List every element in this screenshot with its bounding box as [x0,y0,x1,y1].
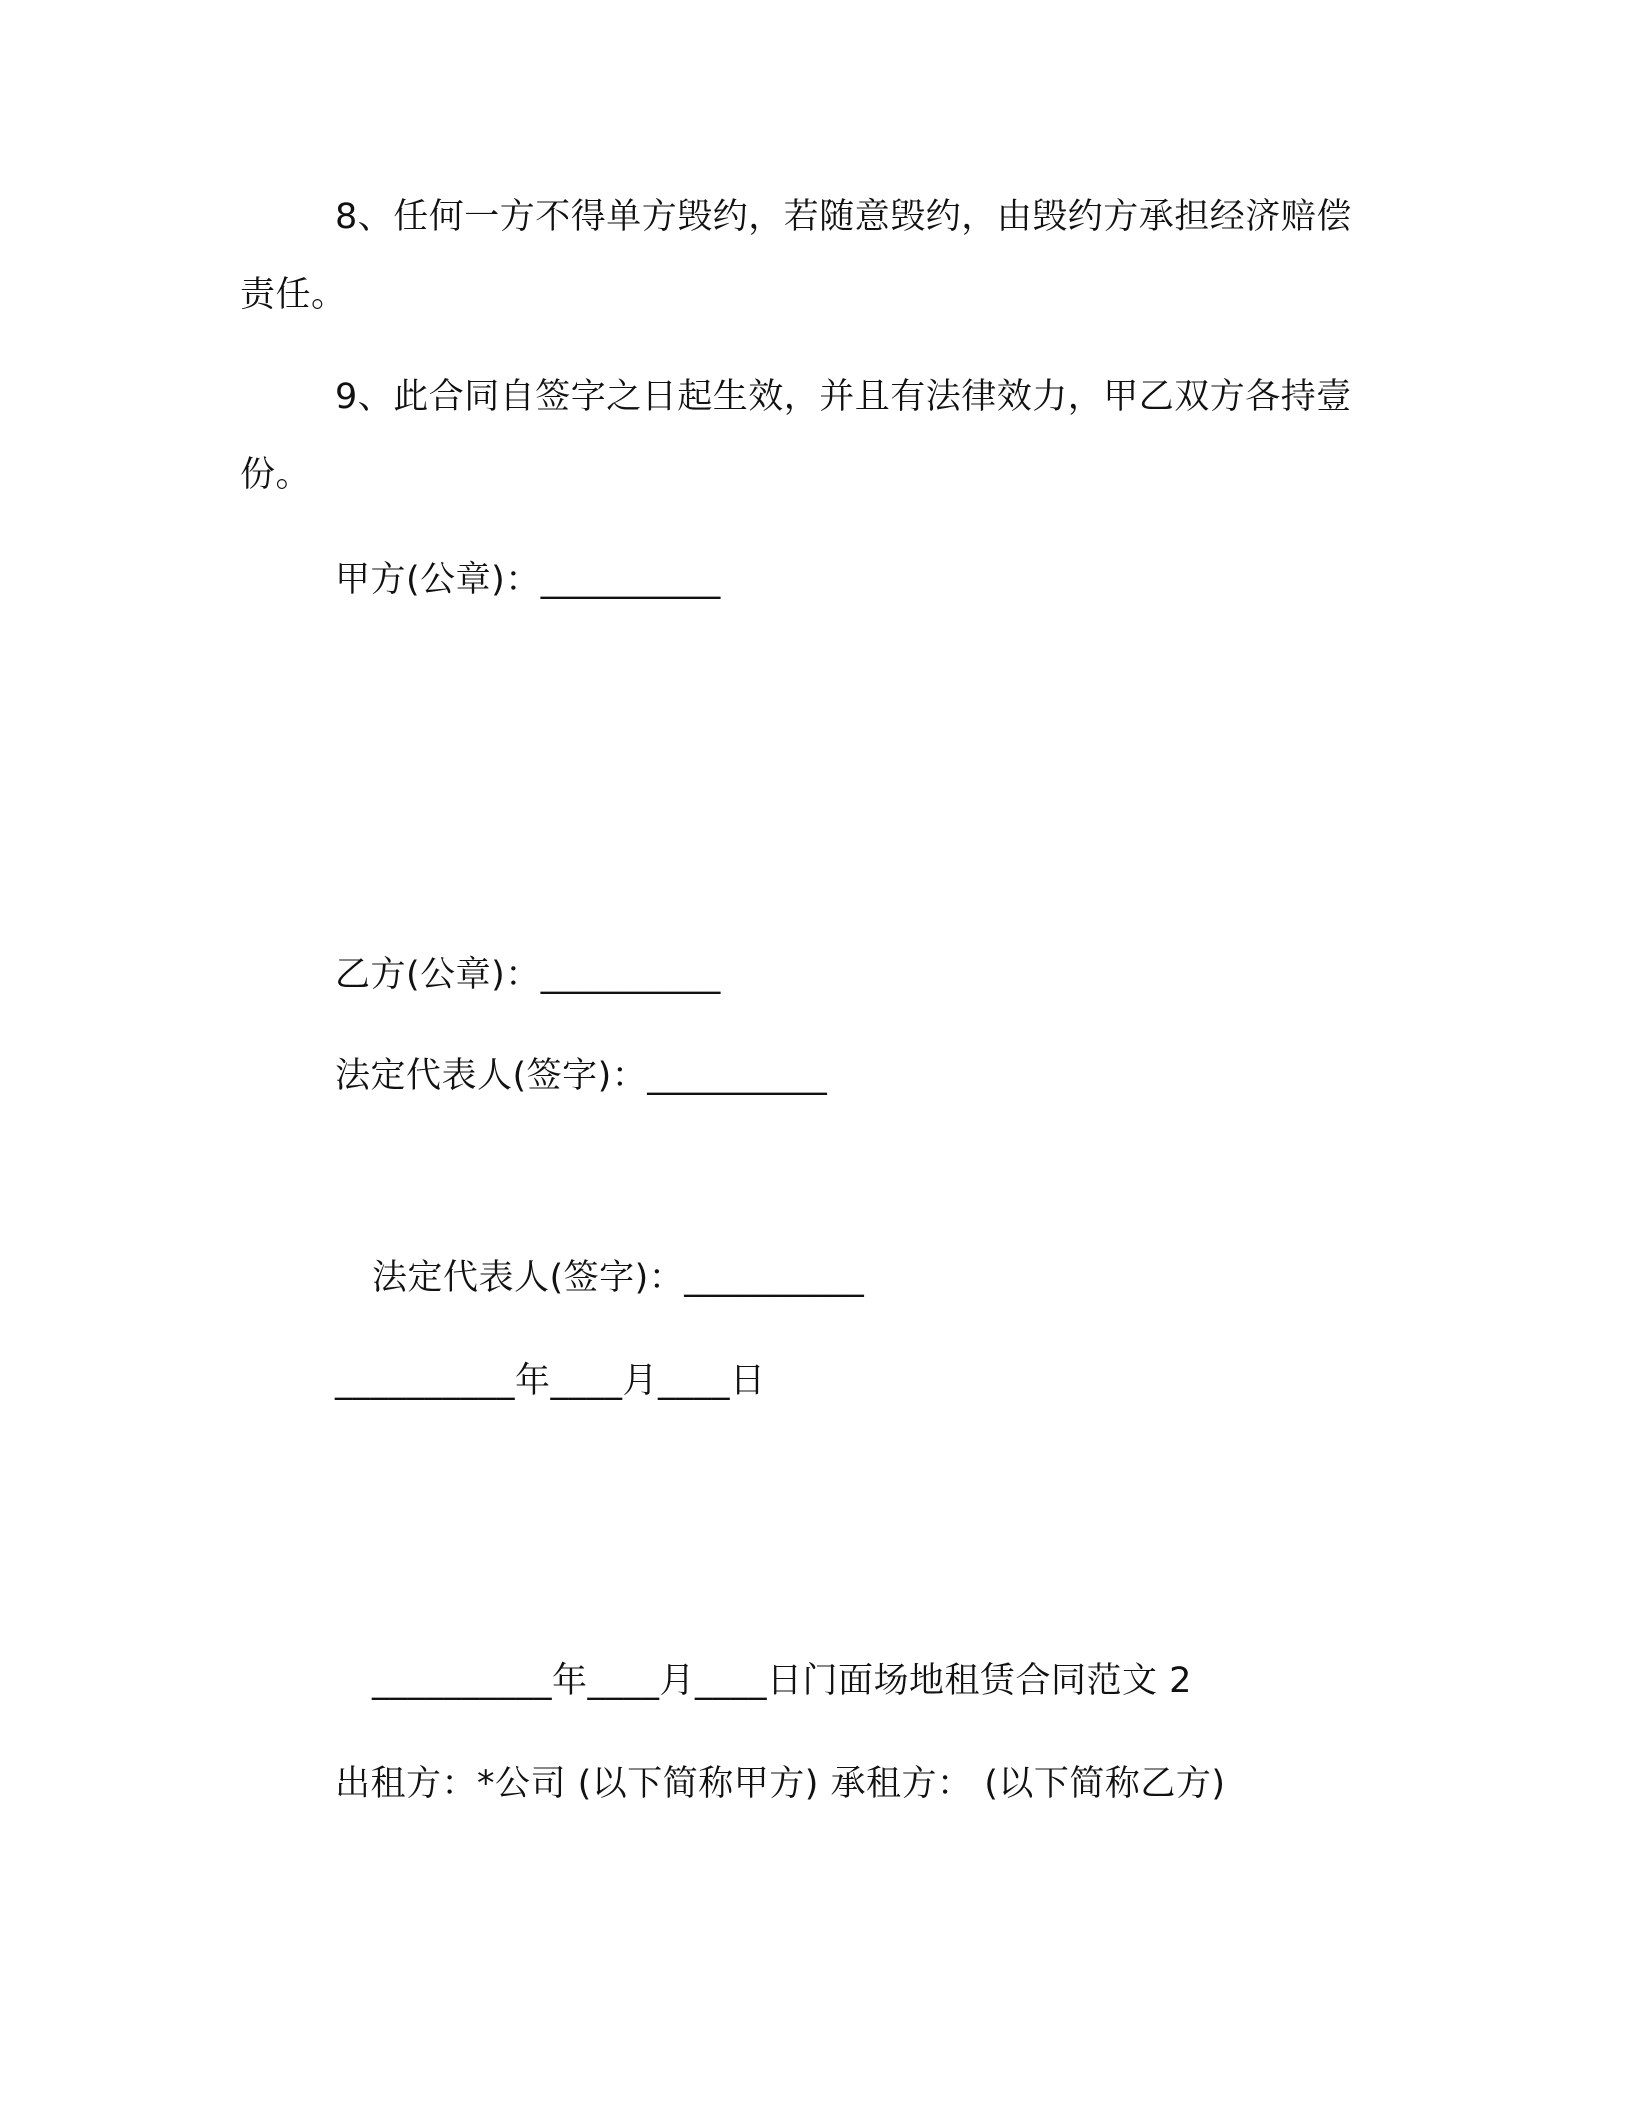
legal-representative-signature-line: 法定代表人(签字)：__________ [335,1056,828,1096]
clause-9-paragraph: 9、此合同自签字之日起生效，并且有法律效力，甲乙双方各持壹份。 [240,377,1352,495]
legal-representative-signature-line-2: 法定代表人(签字)：__________ [372,1258,865,1298]
party-a-seal-line: 甲方(公章)：__________ [335,560,721,600]
parties-line: 出租方：*公司 (以下简称甲方) 承租方： (以下简称乙方) [335,1764,1226,1804]
date-line: __________年____月____日 [335,1361,766,1401]
clause-8-paragraph: 8、任何一方不得单方毁约，若随意毁约，由毁约方承担经济赔偿责任。 [240,197,1352,315]
next-contract-title: __________年____月____日门面场地租赁合同范文 2 [372,1661,1192,1701]
party-b-seal-line: 乙方(公章)：__________ [335,955,721,995]
